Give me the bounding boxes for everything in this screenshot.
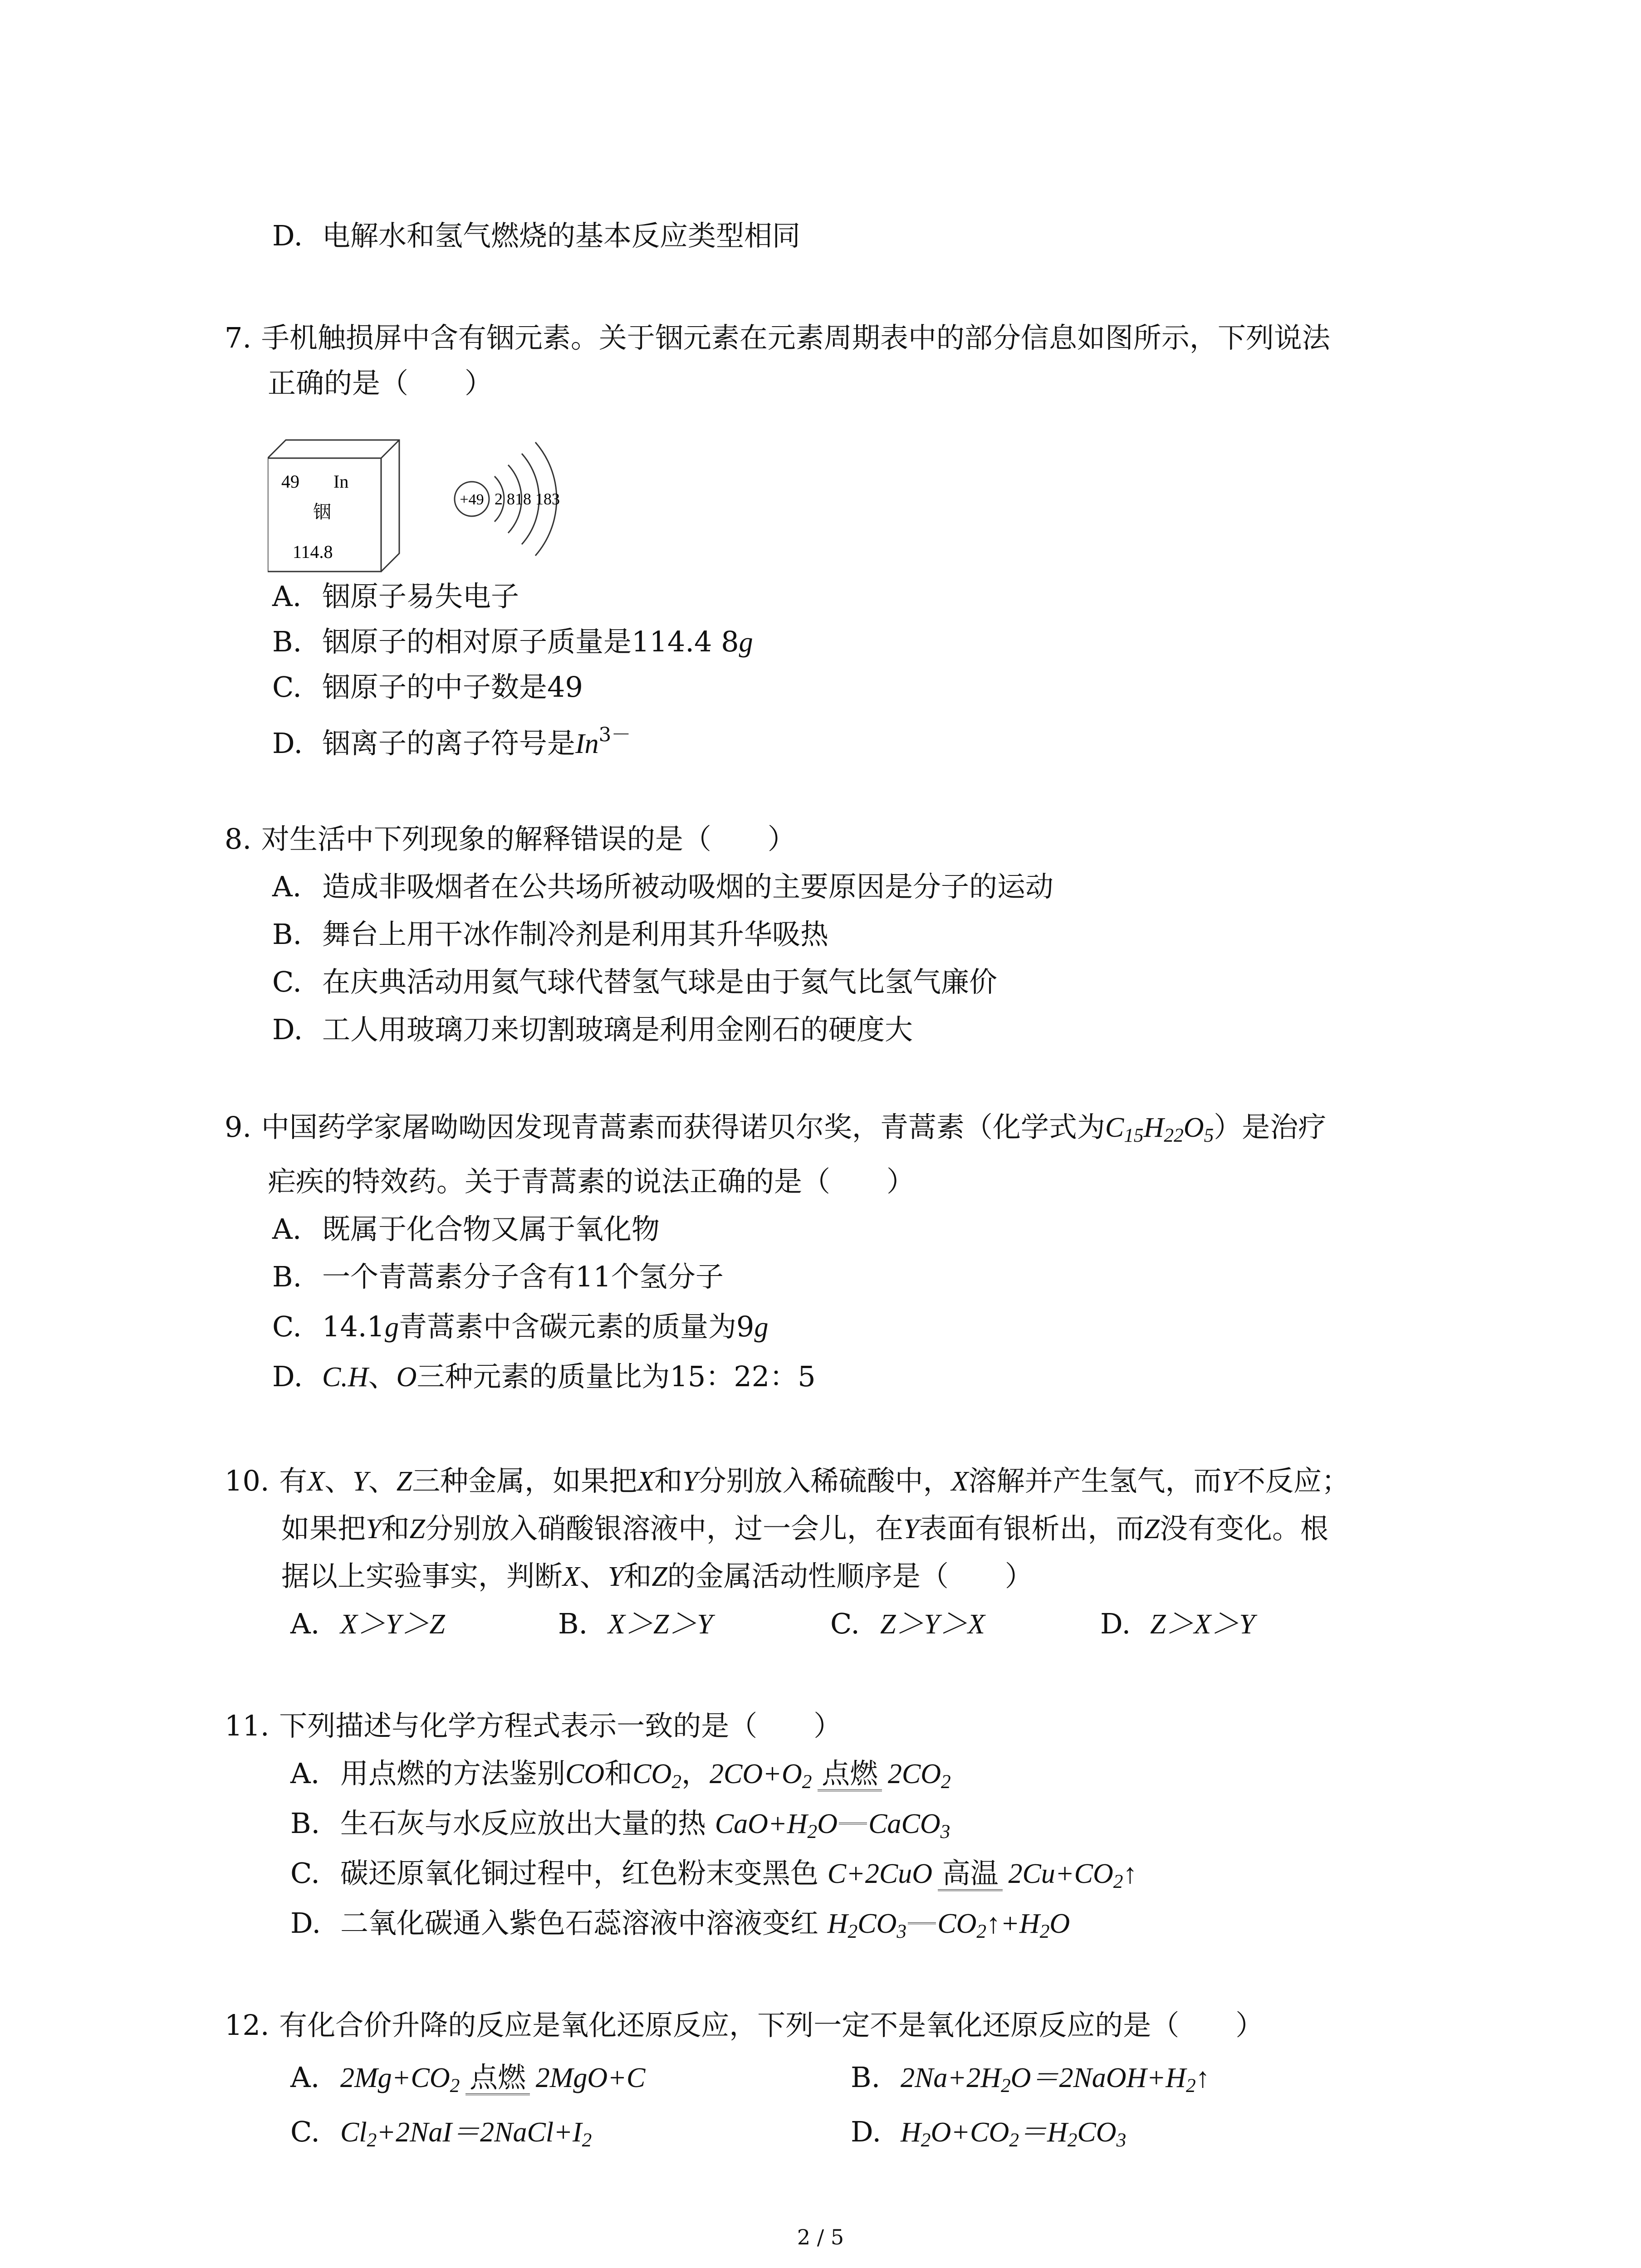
q10-option-b xyxy=(558,1606,713,1642)
q12-option-d xyxy=(851,2114,1126,2158)
element-symbol-o: O xyxy=(396,1362,417,1393)
stem-part: 没有变化。根 xyxy=(1160,1512,1329,1545)
option-text: 碳还原氧化铜过程中，红色粉末变黑色 xyxy=(340,1857,819,1890)
q11-stem xyxy=(225,1708,842,1744)
metal-x: X xyxy=(563,1561,580,1592)
q7-option-b xyxy=(272,624,753,660)
option-text: X＞Z＞Y xyxy=(608,1609,713,1640)
q8-option-d xyxy=(272,1012,913,1048)
stem-part: 和 xyxy=(623,1559,652,1593)
question-number: 9. xyxy=(225,1110,252,1144)
metal-x: X xyxy=(637,1466,655,1497)
option-text: 铟原子易失电子 xyxy=(322,580,519,613)
q7-option-a xyxy=(272,578,519,615)
q10-option-c xyxy=(830,1606,985,1642)
equation: $CaO+H_2O$ xyxy=(715,1809,838,1843)
question-number: 12. xyxy=(225,2009,269,2042)
stem-part: 和 xyxy=(654,1464,683,1497)
stem-part: 、 xyxy=(368,1464,397,1497)
q10-option-d xyxy=(1100,1606,1255,1642)
q10-option-a xyxy=(290,1606,445,1642)
question-stem: 下列描述与化学方程式表示一致的是（ ） xyxy=(279,1709,842,1742)
option-text: 三种元素的质量比为15：22：5 xyxy=(416,1360,816,1393)
unit-g: g xyxy=(385,1312,399,1343)
q7-stem-line2: 正确的是（ ） xyxy=(268,367,493,400)
option-label: D. xyxy=(272,219,303,252)
q9-option-a xyxy=(272,1211,660,1247)
chemical-formula: $C_{15}H_{22}O_5$ xyxy=(1105,1112,1214,1146)
option-text: 铟原子的相对原子质量是114.4 8 xyxy=(322,625,739,658)
stem-part: 表面有银析出，而 xyxy=(919,1512,1144,1545)
metal-z: Z xyxy=(396,1466,412,1497)
periodic-cell-box xyxy=(268,440,399,572)
option-label: A. xyxy=(272,1212,302,1246)
equation: $2Na+2H_2O=2NaOH+H_2↑$ xyxy=(901,2063,1210,2097)
equals-sign xyxy=(908,1922,936,1924)
stem-part: 分别放入稀硫酸中， xyxy=(698,1464,951,1497)
option-text: 生石灰与水反应放出大量的热 xyxy=(340,1807,706,1840)
q9-stem-line1 xyxy=(225,1109,1326,1154)
stem-part: 不反应； xyxy=(1237,1464,1350,1497)
ion-symbol: In xyxy=(575,728,599,760)
option-text-pre: 14.1 xyxy=(322,1310,385,1343)
equation: $Cl_2+2NaI=2NaCl+I_2$ xyxy=(340,2117,592,2151)
q9-stem-line2: 疟疾的特效药。关于青蒿素的说法正确的是（ ） xyxy=(268,1165,915,1198)
formula-co2: $CO_2$ xyxy=(632,1759,682,1793)
reaction-condition: 高温 xyxy=(938,1855,1003,1892)
option-label: C. xyxy=(290,2115,320,2148)
question-number: 7. xyxy=(225,321,252,354)
equation-product: $2CO_2$ xyxy=(887,1759,951,1793)
equation: $H_2CO_3$ xyxy=(827,1908,907,1942)
metal-y: Y xyxy=(353,1466,368,1497)
page-number: 2 / 5 xyxy=(797,2225,844,2249)
option-label: C. xyxy=(272,1310,302,1343)
metal-x: X xyxy=(307,1466,325,1497)
stem-part: 分别放入硝酸银溶液中，过一会儿，在 xyxy=(425,1512,904,1545)
equation-product: $CO_2↑+H_2O$ xyxy=(937,1908,1070,1942)
q10-stem-line2 xyxy=(281,1510,1328,1547)
q6-option-d xyxy=(272,218,800,254)
q11-option-a: A. 用点燃的方法鉴别CO和$CO_2$，$2CO+O_2$ 点燃 $2CO_2$ xyxy=(290,1755,951,1800)
option-text: 铟原子的中子数是49 xyxy=(322,670,583,704)
metal-z: Z xyxy=(409,1514,425,1545)
stem-part: 三种金属，如果把 xyxy=(412,1464,637,1497)
metal-y: Y xyxy=(903,1514,919,1545)
nucleus-charge: +49 xyxy=(460,491,484,508)
connector: 和 xyxy=(604,1757,633,1790)
element-symbol: In xyxy=(333,471,349,492)
option-label: C. xyxy=(290,1857,320,1890)
metal-x: X xyxy=(951,1466,969,1497)
element-name: 铟 xyxy=(313,502,331,523)
option-text: 一个青蒿素分子含有11个氢分子 xyxy=(322,1260,724,1293)
q8-option-c xyxy=(272,964,997,1000)
option-label: D. xyxy=(272,1013,303,1046)
reaction-condition: 点燃 xyxy=(818,1755,882,1792)
option-text: 电解水和氢气燃烧的基本反应类型相同 xyxy=(322,219,801,252)
option-label: A. xyxy=(290,2061,320,2094)
stem-part: 如果把 xyxy=(281,1512,366,1545)
metal-y: Y xyxy=(682,1466,698,1497)
option-label: A. xyxy=(290,1607,320,1640)
option-text: 舞台上用干冰作制冷剂是利用其升华吸热 xyxy=(322,918,829,951)
stem-part: 、 xyxy=(324,1464,353,1497)
reaction-condition: 点燃 xyxy=(465,2059,530,2096)
q11-option-c xyxy=(290,1855,1137,1900)
option-text: 二氧化碳通入紫色石蕊溶液中溶液变红 xyxy=(340,1906,819,1940)
equation: $2CO+O_2$ xyxy=(710,1759,812,1793)
question-stem: 对生活中下列现象的解释错误的是（ ） xyxy=(261,822,796,855)
q11-option-b xyxy=(290,1805,950,1850)
q9-option-c xyxy=(272,1309,769,1345)
unit-g: g xyxy=(754,1312,769,1343)
option-text: 铟离子的离子符号是 xyxy=(322,727,576,760)
indium-figure-svg xyxy=(268,435,622,585)
option-label: B. xyxy=(851,2061,881,2094)
option-text: 造成非吸烟者在公共场所被动吸烟的主要原因是分子的运动 xyxy=(322,870,1054,903)
option-text: X＞Y＞Z xyxy=(340,1609,445,1640)
q9-option-d xyxy=(272,1359,816,1395)
unit-g: g xyxy=(739,627,753,658)
option-text: 用点燃的方法鉴别 xyxy=(340,1757,566,1790)
question-stem: 有化合价升降的反应是氧化还原反应，下列一定不是氧化还原反应的是（ ） xyxy=(279,2009,1264,2042)
stem-part: 、 xyxy=(579,1559,608,1593)
q12-stem xyxy=(225,2007,1264,2043)
q12-option-b xyxy=(851,2059,1210,2104)
separator: 、 xyxy=(368,1360,397,1393)
equals-sign xyxy=(839,1823,867,1824)
stem-part: 据以上实验事实，判断 xyxy=(281,1559,563,1593)
metal-z: Z xyxy=(652,1561,667,1592)
equation-product: CaCO$_3$ xyxy=(868,1809,950,1843)
option-label: A. xyxy=(272,580,302,613)
question-number: 8. xyxy=(225,822,252,855)
question-stem: 中国药学家屠呦呦因发现青蒿素而获得诺贝尔奖，青蒿素（化学式为 xyxy=(261,1110,1105,1144)
option-text: 工人用玻璃刀来切割玻璃是利用金刚石的硬度大 xyxy=(322,1013,913,1046)
equation-product: $2Cu+CO_2↑$ xyxy=(1008,1858,1137,1892)
q7-option-c xyxy=(272,669,583,705)
option-label: C. xyxy=(272,965,302,998)
q12-option-c xyxy=(290,2114,592,2158)
q8-option-a xyxy=(272,869,1053,905)
q9-option-b xyxy=(272,1259,724,1295)
option-label: B. xyxy=(558,1607,588,1640)
option-text: Z＞Y＞X xyxy=(880,1609,985,1640)
stem-part: 的金属活动性顺序是（ ） xyxy=(667,1559,1033,1593)
metal-y: Y xyxy=(366,1514,382,1545)
option-label: A. xyxy=(272,870,302,903)
equation: C+2CuO xyxy=(827,1858,933,1889)
option-label: B. xyxy=(272,625,302,658)
stem-part: 溶解并产生氢气，而 xyxy=(968,1464,1222,1497)
question-stem-tail: ）是治疗 xyxy=(1214,1110,1327,1144)
option-label: B. xyxy=(272,1260,302,1293)
q10-stem-line1 xyxy=(225,1463,1350,1500)
stem-part: 和 xyxy=(381,1512,410,1545)
question-number: 11. xyxy=(225,1709,269,1742)
equation-product: 2MgO+C xyxy=(535,2063,646,2093)
option-text: Z＞X＞Y xyxy=(1150,1609,1255,1640)
formula-co: CO xyxy=(565,1759,605,1789)
metal-z: Z xyxy=(1144,1514,1160,1545)
option-label: B. xyxy=(290,1807,320,1840)
atomic-number: 49 xyxy=(281,471,299,492)
question-number: 10. xyxy=(225,1464,269,1497)
electron-shell-counts: 2 818 183 xyxy=(495,490,560,508)
ion-charge: 3－ xyxy=(598,723,631,746)
q10-stem-line3 xyxy=(281,1558,1033,1595)
metal-y: Y xyxy=(607,1561,624,1592)
q11-option-d xyxy=(290,1905,1070,1950)
q8-option-b xyxy=(272,916,828,953)
option-label: A. xyxy=(290,1757,320,1790)
option-label: D. xyxy=(1100,1607,1131,1640)
option-text: 青蒿素中含碳元素的质量为9 xyxy=(399,1310,754,1343)
option-label: D. xyxy=(290,1906,321,1940)
indium-element-figure xyxy=(268,435,622,587)
option-label: D. xyxy=(851,2115,882,2148)
element-symbols: C.H xyxy=(322,1362,368,1393)
metal-y: Y xyxy=(1221,1466,1237,1497)
equation: $2Mg+CO_2$ xyxy=(340,2063,460,2097)
q7-option-d xyxy=(272,717,631,762)
question-stem: 手机触损屏中含有铟元素。关于铟元素在元素周期表中的部分信息如图所示，下列说法 xyxy=(261,321,1330,354)
option-label: D. xyxy=(272,1360,303,1393)
option-label: B. xyxy=(272,918,302,951)
option-text: 在庆典活动用氦气球代替氢气球是由于氦气比氢气廉价 xyxy=(322,965,998,998)
option-text: 既属于化合物又属于氧化物 xyxy=(322,1212,660,1246)
option-label: C. xyxy=(272,670,302,704)
atomic-mass: 114.8 xyxy=(293,542,333,562)
q12-option-a xyxy=(290,2059,645,2104)
option-label: C. xyxy=(830,1607,860,1640)
equation: $H_2O+CO_2=H_2CO_3$ xyxy=(901,2117,1127,2151)
stem-part: 有 xyxy=(279,1464,308,1497)
option-label: D. xyxy=(272,727,303,760)
q7-stem-line1 xyxy=(225,320,1330,356)
q8-stem xyxy=(225,821,796,857)
